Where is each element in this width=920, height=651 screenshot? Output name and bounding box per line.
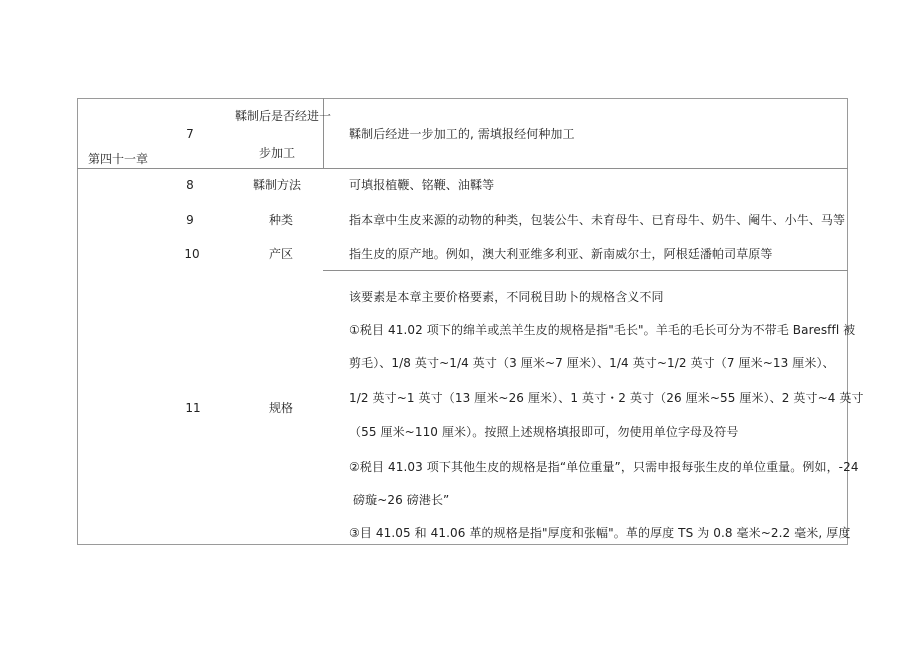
element-description: 可填报植鞭、铭鞭、油鞣等 [349, 178, 495, 192]
element-description: 鞣制后经进一步加工的, 需填报经何种加工 [349, 127, 575, 141]
element-name: 产区 [269, 247, 294, 261]
spec-line: 该要素是本章主要价格要素，不同税目助卜的规格含义不同 [349, 290, 664, 304]
row-divider [323, 270, 848, 271]
spec-line: 剪毛）、1/8 英寸~1/4 英寸（3 厘米~7 厘米）、1/4 英寸~1/2 英寸（7 厘米~13 厘米）、 [349, 356, 835, 370]
chapter-label: 第四十一章 [88, 152, 149, 166]
element-name: 鞣制方法 [253, 178, 302, 192]
element-description: 指生皮的原产地。例如，澳大利亚维多利亚、新南威尔士，阿根廷潘帕司草原等 [349, 247, 773, 261]
spec-line: ①税目 41.02 项下的绵羊或羔羊生皮的规格是指"毛长"。羊毛的毛长可分为不带毛 Baresffl 被 [349, 323, 856, 337]
spec-line: 1/2 英寸~1 英寸（13 厘米~26 厘米）、1 英寸・2 英寸（26 厘米~55 厘米）、2 英寸~4 英寸 [349, 391, 864, 405]
row-number: 7 [186, 127, 194, 141]
row-number: 10 [184, 247, 200, 261]
element-name: 规格 [269, 401, 294, 415]
spec-line: 磅璇~26 磅港长” [353, 493, 450, 507]
element-description: 指本章中生皮来源的动物的种类，包装公牛、未育母牛、已育母牛、奶牛、阉牛、小牛、马等 [349, 213, 846, 227]
row-divider [77, 168, 848, 169]
spec-line: ②税目 41.03 项下其他生皮的规格是指“单位重量”，只需申报每张生皮的单位重量。例如，-24 [349, 460, 859, 474]
spec-line: ③目 41.05 和 41.06 革的规格是指"厚度和张幅"。革的厚度 TS 为 0.8 毫米~2.2 毫米, 厚度 [349, 526, 851, 540]
row-number: 8 [186, 178, 194, 192]
spec-line: （55 厘米~110 厘米）。按照上述规格填报即可，勿使用单位字母及符号 [349, 425, 739, 439]
row-number: 11 [185, 401, 201, 415]
element-name: 种类 [269, 213, 294, 227]
element-name: 步加工 [259, 146, 296, 160]
element-name: 鞣制后是否经进一 [235, 109, 332, 123]
row-number: 9 [186, 213, 194, 227]
